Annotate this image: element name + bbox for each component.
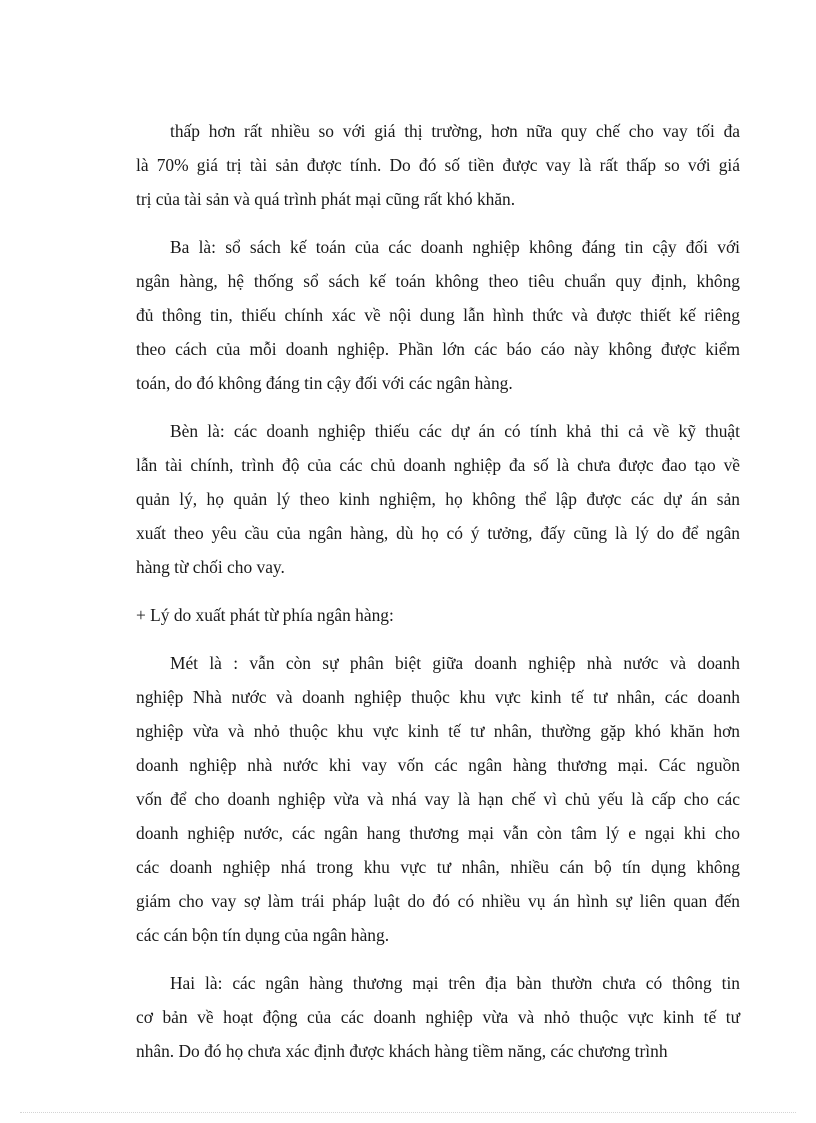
text-line: Bèn là: các doanh nghiệp thiếu các dự án có tính khả thi cả về kỹ thuật [170, 421, 740, 441]
text-line: Hai là: các ngân hàng thương mại trên địa bàn thườn chưa có thông tin [170, 973, 740, 993]
text-line: đủ thông tin, thiếu chính xác về nội dung lẫn hình thức và được thiết kế riêng [136, 305, 740, 325]
text-line: xuất theo yêu cầu của ngân hàng, dù họ có ý tưởng, đấy cũng là lý do để ngân [136, 523, 740, 543]
text-line: quản lý, họ quản lý theo kinh nghiệm, họ không thể lập được các dự án sản [136, 489, 740, 509]
section-heading-bank-side [136, 598, 740, 632]
text-line: nghiệp vừa và nhỏ thuộc khu vực kinh tế tư nhân, thường gặp khó khăn hơn [136, 721, 740, 741]
text-line: nghiệp Nhà nước và doanh nghiệp thuộc khu vực kinh tế tư nhân, các doanh [136, 687, 740, 707]
text-line: cơ bản về hoạt động của các doanh nghiệp vừa và nhỏ thuộc vực kinh tế tư [136, 1007, 740, 1027]
text-line: hàng từ chối cho vay. [136, 557, 285, 577]
text-line: Mét là : vẫn còn sự phân biệt giữa doanh nghiệp nhà nước và doanh [170, 653, 740, 673]
text-line: các cán bộn tín dụng của ngân hàng. [136, 925, 390, 945]
text-line: nhân. Do đó họ chưa xác định được khách hàng tiềm năng, các chương trình [136, 1041, 668, 1061]
text-line: các doanh nghiệp nhá trong khu vực tư nhân, nhiều cán bộ tín dụng không [136, 857, 740, 877]
text-line: vốn để cho doanh nghiệp vừa và nhá vay là hạn chế vì chủ yếu là cấp cho các [136, 789, 740, 809]
text-line: doanh nghiệp nhà nước khi vay vốn các ngân hàng thương mại. Các nguồn [136, 755, 740, 775]
text-line: + Lý do xuất phát từ phía ngân hàng: [136, 605, 394, 625]
text-line: trị của tài sản và quá trình phát mại cũng rất khó khăn. [136, 189, 516, 209]
text-line: giám cho vay sợ làm trái pháp luật do đó có nhiều vụ án hình sự liên quan đến [136, 891, 740, 911]
paragraph-ben-la [136, 414, 740, 584]
text-line: ngân hàng, hệ thống sổ sách kế toán không theo tiêu chuẩn quy định, không [136, 271, 740, 291]
paragraph-ba-la [136, 230, 740, 400]
paragraph-collateral [136, 114, 740, 216]
paragraph-hai-la [136, 966, 740, 1068]
text-line: toán, do đó không đáng tin cậy đối với các ngân hàng. [136, 373, 513, 393]
text-line: là 70% giá trị tài sản được tính. Do đó số tiền được vay là rất thấp so với giá [136, 155, 740, 175]
document-page [136, 114, 740, 1082]
text-line: Ba là: sổ sách kế toán của các doanh nghiệp không đáng tin cậy đối với [170, 237, 740, 257]
page-bottom-rule [20, 1112, 796, 1113]
text-line: doanh nghiệp nước, các ngân hang thương mại vẫn còn tâm lý e ngại khi cho [136, 823, 740, 843]
paragraph-met-la [136, 646, 740, 952]
text-line: lẫn tài chính, trình độ của các chủ doanh nghiệp đa số là chưa được đao tạo về [136, 455, 740, 475]
text-line: theo cách của mỗi doanh nghiệp. Phần lớn các báo cáo này không được kiểm [136, 339, 740, 359]
text-line: thấp hơn rất nhiều so với giá thị trường, hơn nữa quy chế cho vay tối đa [170, 121, 740, 141]
